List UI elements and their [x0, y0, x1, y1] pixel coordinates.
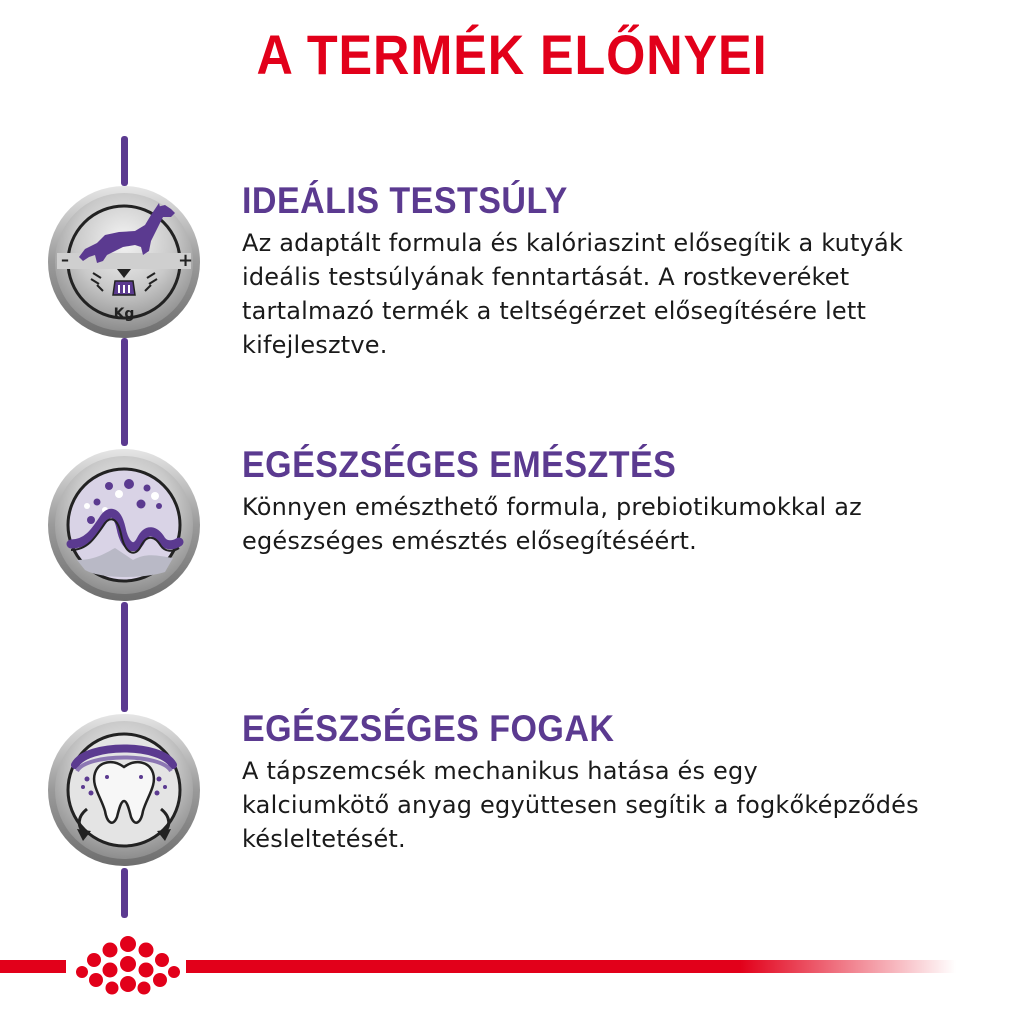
dog-weight-scale-icon [47, 185, 201, 339]
feature-description-line: késleltetését. [242, 825, 406, 853]
timeline-line-segment [121, 338, 128, 446]
page-title: A TERMÉK ELŐNYEI [256, 23, 768, 86]
feature-description-line: A tápszemcsék mechanikus hatása és egy [242, 757, 758, 785]
timeline-line-segment [121, 868, 128, 918]
royal-canin-crown-icon [70, 932, 186, 998]
minus-label: – [61, 250, 69, 269]
feature-description [242, 490, 1002, 558]
feature-title: EGÉSZSÉGES FOGAK [242, 708, 615, 749]
feature-ideal-weight [242, 180, 1002, 362]
feature-healthy-digestion [242, 444, 1002, 558]
plus-label: + [178, 250, 194, 271]
feature-description-line: ideális testsúlyának fenntartását. A rostkeveréket [242, 263, 850, 291]
feature-description-line: tartalmazó termék a teltségérzet elősegítésére lett [242, 297, 867, 325]
feature-title: IDEÁLIS TESTSÚLY [242, 180, 568, 221]
feature-healthy-teeth [242, 708, 1002, 856]
footer-bar-right [186, 960, 956, 973]
digestion-wave-icon [47, 448, 201, 602]
feature-description-line: kalciumkötő anyag együttesen segítik a fogkőképződés [242, 791, 919, 819]
feature-description-line: egészséges emésztés elősegítéséért. [242, 527, 697, 555]
feature-description-line: kifejlesztve. [242, 331, 388, 359]
feature-description-line: Könnyen emészthető formula, prebiotikumokkal az [242, 493, 862, 521]
feature-description [242, 754, 1002, 856]
timeline-line-segment [121, 136, 128, 186]
feature-title: EGÉSZSÉGES EMÉSZTÉS [242, 444, 677, 485]
feature-description-line: Az adaptált formula és kalóriaszint elősegítik a kutyák [242, 229, 904, 257]
tooth-cleaning-icon [47, 713, 201, 867]
feature-description [242, 226, 1002, 362]
timeline-line-segment [121, 602, 128, 712]
footer-bar-left [0, 960, 66, 973]
kg-label: Kg [113, 306, 135, 322]
